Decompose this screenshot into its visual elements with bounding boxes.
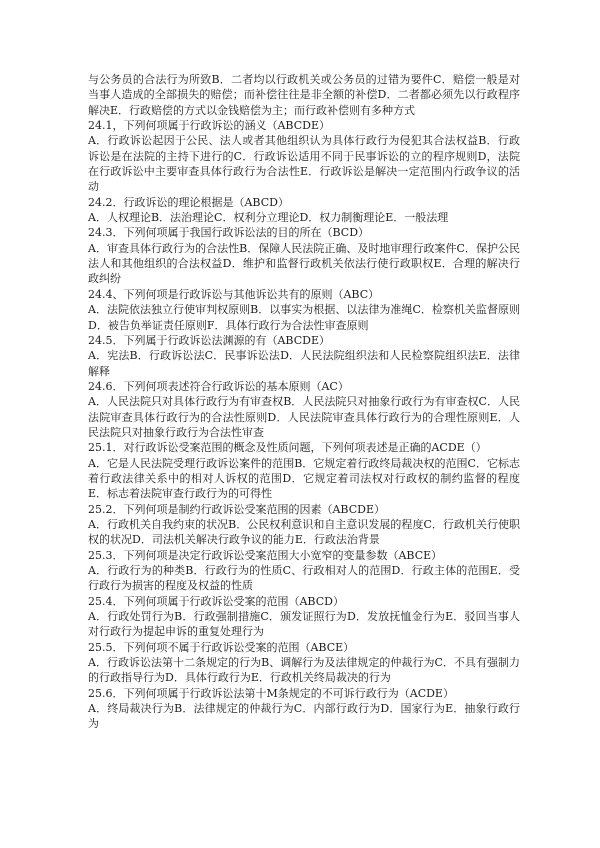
question-heading: 24.6．下列何项表述符合行政诉讼的基本原则（AC）: [88, 379, 349, 393]
answer-options: A．终局裁决行为B．法律规定的仲裁行为C．内部行政行为D．国家行为E．抽象行政行为: [88, 702, 520, 731]
question-heading: 24.3．下列何项属于我国行政诉讼法的目的所在（BCD）: [88, 226, 370, 240]
answer-options: A．它是人民法院受理行政诉讼案件的范围B．它规定着行政终局裁决权的范围C．它标志着行政法律关系中的相对人诉权的范围D．它规定着司法权对行政权的制约监督的程度E．标志着法院审查行政行为的可得性: [88, 456, 520, 501]
answer-options: A．人民法院只对具体行政行为有审查权B．人民法院只对抽象行政行为有审查权C．人民法院审查具体行政行为的合法性原则D．人民法院审查具体行政行为的合理性原则E．人民法院只对抽象行政行为合法性审查: [88, 395, 520, 439]
question-heading: 24.1，下列何项属于行政诉讼的涵义（ABCDE）: [88, 119, 330, 133]
question-heading: 25.2．下列何项是制约行政诉讼受案范围的因素（ABCDE）: [88, 502, 385, 516]
answer-options: A．行政行为的种类B．行政行为的性质C、行政相对人的范围D．行政主体的范围E．受行政行为损害的程度及权益的性质: [88, 564, 520, 593]
question-heading: 24.5．下列属于行政诉讼法渊源的有（ABCDE）: [88, 333, 330, 347]
question-heading: 24.2．行政诉讼的理论根据是（ABCD）: [88, 195, 289, 209]
document-page: [88, 72, 520, 732]
answer-options: A．行政诉讼起因于公民、法人或者其他组织认为具体行政行为侵犯其合法权益B．行政诉讼是在法院的主持下进行的C．行政诉讼适用不同于民事诉讼的立的程序规则D，法院在行政诉讼中主要审查具体行政行为合法性E．行政诉讼是解决一定范围内行政争议的活动: [88, 134, 520, 194]
answer-options: A．行政诉讼法第十二条规定的行为B、调解行为及法律规定的仲裁行为C．不具有强制力的行政指导行为D．具体行政行为E．行政机关终局裁决的行为: [88, 656, 520, 685]
question-heading: 24.4、下列何项是行政诉讼与其他诉讼共有的原则（ABC）: [88, 287, 380, 301]
question-heading: 25.1．对行政诉讼受案范围的概念及性质问题，下列何项表述是正确的ACDE（）: [88, 441, 487, 455]
paragraph-continuation: 与公务员的合法行为所致B．二者均以行政机关或公务员的过错为要件C．赔偿一般是对当事人造成的全部损失的赔偿；而补偿往往是非全额的补偿D．二者都必须先以行政程序解决E．行政赔偿的方式以金钱赔偿为主；而行政补偿则有多种方式: [88, 73, 520, 117]
question-heading: 25.6．下列何项属于行政诉讼法第十M条规定的不可诉行政行为（ACDE）: [88, 686, 454, 700]
question-heading: 25.3．下列何项是决定行政诉讼受案范围大小宽窄的变量参数（ABCE）: [88, 548, 443, 562]
answer-options: A．审查具体行政行为的合法性B．保障人民法院正确、及时地审理行政案件C．保护公民法人和其他组织的合法权益D．维护和监督行政机关依法行使行政职权E．合理的解决行政纠纷: [88, 241, 520, 286]
answer-options: A．宪法B．行政诉讼法C．民事诉讼法D．人民法院组织法和人民检察院组织法E．法律解释: [88, 349, 520, 378]
answer-options: A．行政机关自我约束的状况B．公民权利意识和自主意识发展的程度C．行政机关行使职权的状况D．司法机关解决行政争议的能力E．行政法治背景: [88, 517, 520, 547]
question-heading: 25.5．下列何项不属于行政诉讼受案的范围（ABCE）: [88, 640, 355, 654]
question-heading: 25.4．下列何项属于行政诉讼受案的范围（ABCD）: [88, 594, 344, 608]
answer-options: A．法院依法独立行使审判权原则B．以事实为根据、以法律为准绳C．检察机关监督原则D．被告负举证责任原则F．具体行政行为合法性审查原则: [88, 303, 520, 332]
answer-options: A．行政处罚行为B．行政强制措施C．颁发证照行为D．发放抚恤金行为E．驳回当事人对行政行为提起申诉的重复处理行为: [88, 610, 520, 639]
answer-options: A．人权理论B．法治理论C．权利分立理论D．权力制衡理论E．一般法理: [88, 211, 449, 225]
